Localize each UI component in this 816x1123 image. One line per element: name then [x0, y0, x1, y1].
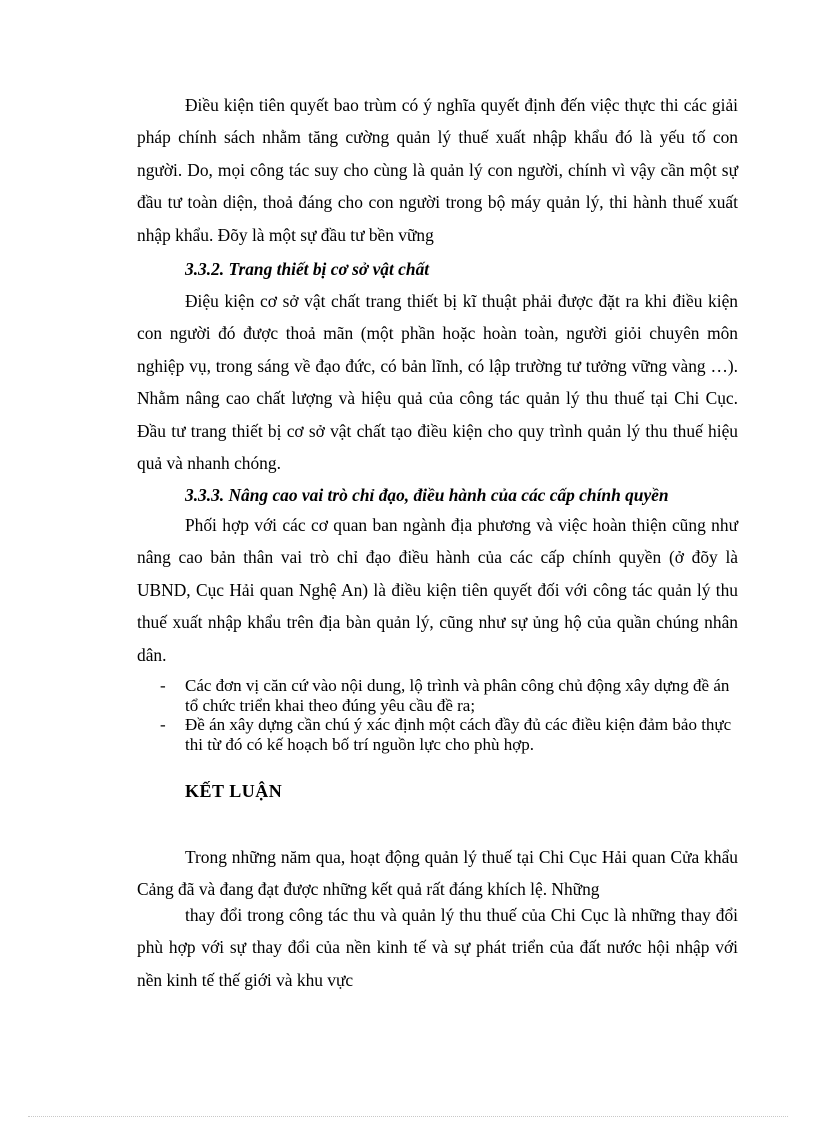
conclusion-title: KẾT LUẬN	[185, 781, 283, 801]
list-item	[160, 715, 738, 754]
paragraph-leadership: Phối hợp với các cơ quan ban ngành địa phương và việc hoàn thiện cũng như nâng cao bản thân vai trò chỉ đạo điều hành của các cấp chính quyền (ở đõy là UBND, Cục Hải quan Nghệ An) là điều kiện tiên quyết đối với công tác quản lý thu thuế xuất nhập khẩu trên địa bàn quản lý, cũng như sự ủng hộ của quần chúng nhân dân.	[137, 515, 738, 665]
conclusion-paragraph-2: thay đổi trong công tác thu và quản lý thu thuế của Chi Cục là những thay đổi phù hợp với sự thay đổi của nền kinh tế và sự phát triển của đất nước hội nhập với nền kinh tế thế giới và khu vực	[137, 905, 738, 990]
conclusion-paragraph-1: Trong những năm qua, hoạt động quản lý thuế tại Chi Cục Hải quan Cửa khẩu Cảng đã và đang đạt được những kết quả rất đáng khích lệ. Những	[137, 847, 738, 900]
page-bottom-divider	[28, 1116, 788, 1117]
bullet-text: Các đơn vị căn cứ vào nội dung, lộ trình và phân công chủ động xây dựng đề án tổ chức triển khai theo đúng yêu cầu đề ra;	[185, 676, 730, 715]
bullet-dash: -	[160, 715, 166, 734]
bullet-text: Đề án xây dựng cần chú ý xác định một cách đầy đủ các điều kiện đảm bảo thực thi từ đó có kế hoạch bố trí nguồn lực cho phù hợp.	[185, 715, 732, 754]
bullet-dash: -	[160, 676, 166, 695]
paragraph-facilities: Điệu kiện cơ sở vật chất trang thiết bị kĩ thuật phải được đặt ra khi điều kiện con người đó được thoả mãn (một phần hoặc hoàn toàn, người giỏi chuyên môn nghiệp vụ, trong sáng về đạo đức, có bản lĩnh, có lập trường tư tưởng vững vàng …). Nhằm nâng cao chất lượng và hiệu quả của công tác quản lý thu thuế tại Chi Cục. Đầu tư trang thiết bị cơ sở vật chất tạo điều kiện cho quy trình quản lý thu thuế hiệu quả và nhanh chóng.	[137, 291, 738, 474]
paragraph-human-factor: Điều kiện tiên quyết bao trùm có ý nghĩa quyết định đến việc thực thi các giải pháp chính sách nhằm tăng cường quản lý thuế xuất nhập khẩu đó là yếu tố con người. Do, mọi công tác suy cho cùng là quản lý con người, chính vì vậy cần một sự đầu tư toàn diện, thoả đáng cho con người trong bộ máy quản lý, thi hành thuế xuất nhập khẩu. Đõy là một sự đầu tư bền vững	[137, 95, 738, 245]
heading-3-3-3: 3.3.3. Nâng cao vai trò chỉ đạo, điều hành của các cấp chính quyền	[185, 485, 669, 505]
heading-3-3-2: 3.3.2. Trang thiết bị cơ sở vật chất	[185, 259, 430, 279]
list-item	[160, 676, 738, 715]
bullet-list	[160, 676, 738, 754]
